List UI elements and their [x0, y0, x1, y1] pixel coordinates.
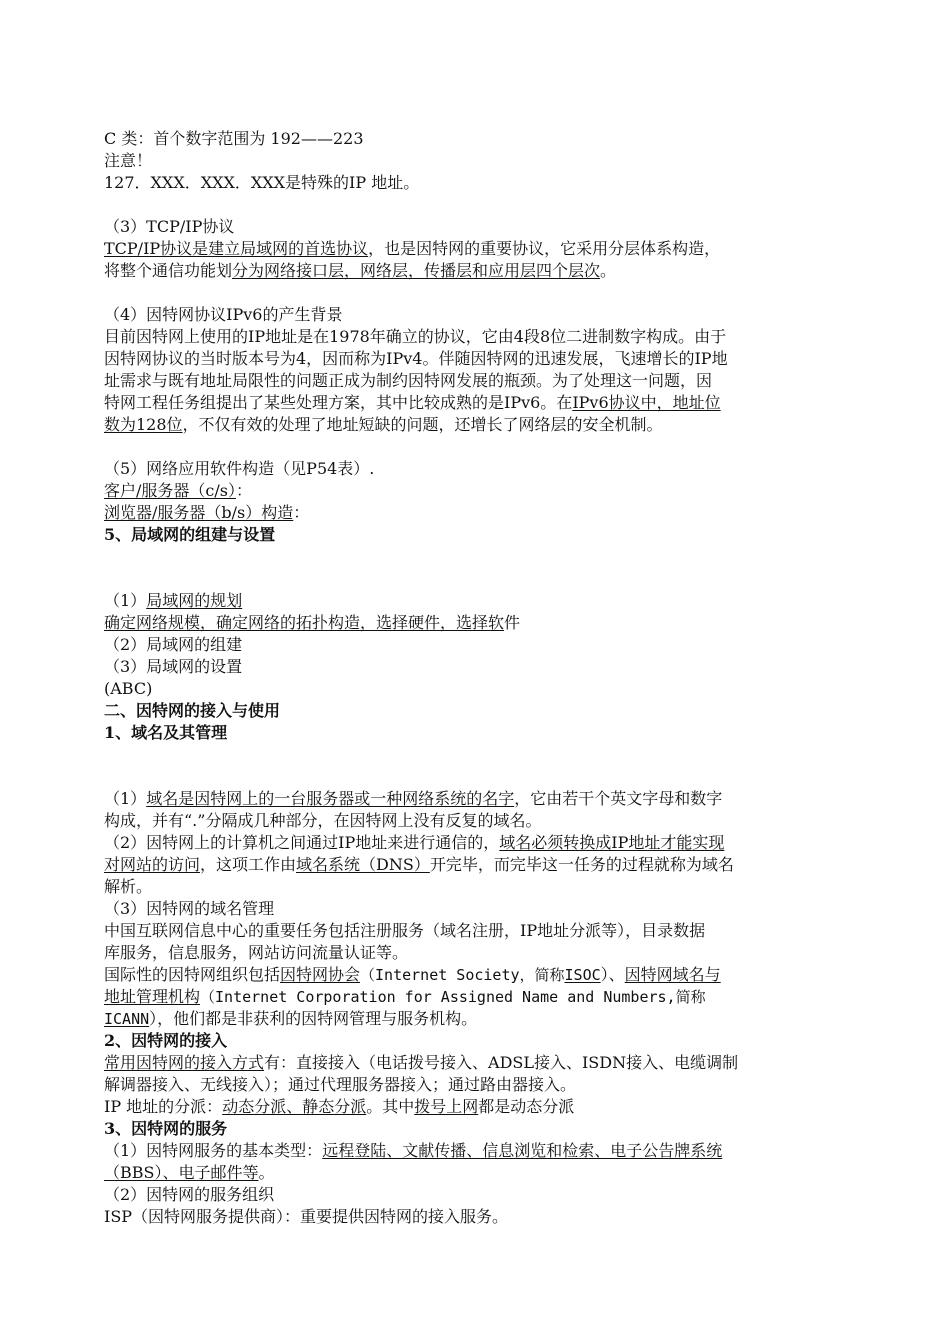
text-span: ，这项工作由	[200, 855, 297, 874]
text-span: IP 地址的分派：	[104, 1097, 223, 1116]
underlined-text: 分为网络接口层，网络层，传播层和应用层四个层次	[232, 261, 601, 280]
underlined-text: ISOC	[564, 966, 601, 984]
underlined-text: 常用因特网的接入方式	[104, 1053, 265, 1072]
text-span: 特网工程任务组提出了某些处理方案，其中比较成熟的是IPv6。在	[104, 393, 573, 412]
text-line	[104, 1096, 849, 1118]
text-span: （1）	[104, 789, 147, 808]
bold-heading: 1、域名及其管理	[104, 723, 228, 742]
text-line	[104, 1140, 849, 1162]
text-line	[104, 260, 849, 282]
text-line: 解调器接入、无线接入）；通过代理服务器接入；通过路由器接入。	[104, 1075, 577, 1094]
text-line: 库服务，信息服务，网站访问流量认证等。	[104, 943, 409, 962]
spacer	[104, 546, 849, 590]
text-line: C 类：首个数字范围为 192——223	[104, 129, 364, 148]
text-line	[104, 502, 849, 524]
text-line	[104, 1052, 849, 1074]
underlined-text: 域名是因特网上的一台服务器或一种网络系统的名字	[146, 789, 515, 808]
text-line: （3）局域网的设置	[104, 657, 243, 676]
text-line: 址需求与既有地址局限性的问题正成为制约因特网发展的瓶颈。为了处理这一问题，因	[104, 371, 713, 390]
text-line	[104, 964, 849, 986]
section-heading: （4）因特网协议IPv6的产生背景	[104, 305, 343, 324]
underlined-text: 对网站的访问	[104, 855, 201, 874]
text-line: (ABC)	[104, 679, 153, 698]
text-span: 将整个通信功能划	[104, 261, 233, 280]
underlined-text: 因特网域名与	[624, 965, 721, 984]
underlined-text: ICANN	[104, 1010, 150, 1028]
document-body	[104, 128, 849, 1228]
underlined-text: 确定网络规模，确定网络的拓扑构造，选择硬件，选择软	[104, 613, 505, 632]
text-span: （1）因特网服务的基本类型：	[104, 1141, 323, 1160]
text-span: 都是动态分派	[478, 1097, 575, 1116]
underlined-text: 客户/服务器（c/s）	[104, 481, 236, 500]
text-line	[104, 480, 849, 502]
text-line: 因特网协议的当时版本号为4，因而称为IPv4。伴随因特网的迅速发展，飞速增长的IP地	[104, 349, 728, 368]
text-span: （2）因特网上的计算机之间通过IP地址来进行通信的，	[104, 833, 500, 852]
text-span: 开完毕，而完毕这一任务的过程就称为域名	[429, 855, 734, 874]
text-line	[104, 788, 849, 810]
text-line: （2）局域网的组建	[104, 635, 243, 654]
bold-heading: 3、因特网的服务	[104, 1119, 228, 1138]
text-span: ，不仅有效的处理了地址短缺的问题，还增长了网络层的安全机制。	[182, 415, 663, 434]
text-span: （Internet Society，简称	[360, 966, 565, 984]
text-span: ），他们都是非获利的因特网管理与服务机构。	[149, 1009, 478, 1028]
text-line	[104, 854, 849, 876]
spacer	[104, 744, 849, 788]
text-line	[104, 590, 849, 612]
text-span: 。	[258, 1163, 275, 1182]
text-line	[104, 832, 849, 854]
underlined-text: 域名系统（DNS）	[296, 855, 430, 874]
spacer	[104, 282, 849, 304]
section-heading: （5）网络应用软件构造（见P54表）.	[104, 459, 375, 478]
underlined-text: 动态分派、静态分派	[222, 1097, 367, 1116]
text-line	[104, 414, 849, 436]
text-line: （3）因特网的域名管理	[104, 899, 275, 918]
text-span: 国际性的因特网组织包括	[104, 965, 281, 984]
underlined-text: 局域网的规划	[146, 591, 243, 610]
text-span: ，它由若干个英文字母和数字	[514, 789, 723, 808]
underlined-text: 域名必须转换成IP地址才能实现	[499, 833, 725, 852]
text-span: 有：直接接入（电话拨号接入、ADSL接入、ISDN接入、电缆调制	[264, 1053, 739, 1072]
text-span: 件	[504, 613, 521, 632]
underlined-text: IPv6协议中，地址位	[572, 393, 721, 412]
underlined-text: （BBS）、电子邮件等	[104, 1163, 259, 1182]
text-line	[104, 986, 849, 1008]
bold-heading: 2、因特网的接入	[104, 1031, 228, 1050]
text-span: ）、	[600, 965, 625, 984]
text-span: （1）	[104, 591, 147, 610]
text-line: （2）因特网的服务组织	[104, 1185, 275, 1204]
text-span: 。	[600, 261, 617, 280]
bold-heading: 5、局域网的组建与设置	[104, 525, 276, 544]
spacer	[104, 436, 849, 458]
text-line	[104, 1008, 849, 1030]
underlined-text: TCP/IP协议是建立局域网的首选协议	[104, 239, 369, 258]
text-line: 127．XXX．XXX．XXX是特殊的IP 地址。	[104, 173, 420, 192]
underlined-text: 因特网协会	[280, 965, 361, 984]
text-line: 解析。	[104, 877, 153, 896]
text-span: （Internet Corporation for Assigned Name and Numbers,简称	[200, 988, 706, 1006]
text-span: ：	[293, 503, 310, 522]
text-span: ：	[235, 481, 252, 500]
underlined-text: 远程登陆、文献传播、信息浏览和检索、电子公告牌系统	[322, 1141, 723, 1160]
text-line	[104, 392, 849, 414]
section-heading: （3）TCP/IP协议	[104, 217, 235, 236]
bold-heading: 二、因特网的接入与使用	[104, 701, 281, 720]
text-line: 注意！	[104, 151, 153, 170]
text-line: ISP（因特网服务提供商）：重要提供因特网的接入服务。	[104, 1207, 509, 1226]
underlined-text: 数为128位	[104, 415, 183, 434]
underlined-text: 拨号上网	[414, 1097, 479, 1116]
text-line: 中国互联网信息中心的重要任务包括注册服务（域名注册，IP地址分派等），目录数据	[104, 921, 706, 940]
text-line: 目前因特网上使用的IP地址是在1978年确立的协议，它由4段8位二进制数字构成。由于	[104, 327, 727, 346]
underlined-text: 浏览器/服务器（b/s）构造	[104, 503, 294, 522]
text-line: 构成，并有“.”分隔成几种部分，在因特网上没有反复的域名。	[104, 811, 542, 830]
text-line	[104, 238, 849, 260]
text-span: ，也是因特网的重要协议，它采用分层体系构造，	[368, 239, 721, 258]
text-line	[104, 612, 849, 634]
text-line	[104, 1162, 849, 1184]
spacer	[104, 194, 849, 216]
underlined-text: 地址管理机构	[104, 987, 201, 1006]
text-span: 。其中	[366, 1097, 415, 1116]
